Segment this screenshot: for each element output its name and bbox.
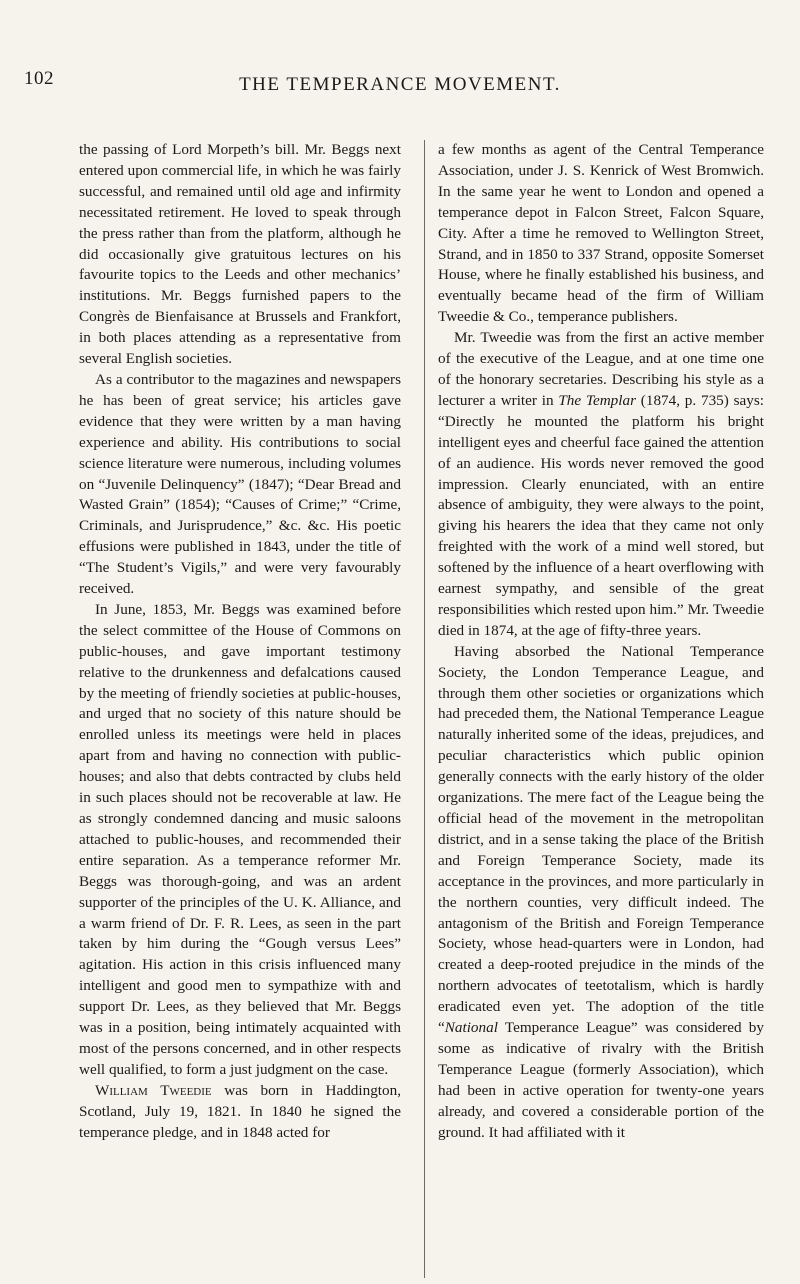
paragraph-text: Having absorbed the National Temperance Society, the London Temperance League, and through them other societies or organizations which had preceded them, the National Temperance League naturally inherited some of the ideas, prejudices, and peculiar characteristics which public opinion generally connects with the early history of the older organizations. The mere fact of the League being the official head of the movement in the metropolitan district, and in a sense taking the place of the British and Foreign Temperance Society, made its acceptance in the provinces, and more particularly in the northern counties, very difficult indeed. The antagonism of the British and Foreign Temperance Society, whose head-quarters were in London, had created a deep-rooted prejudice in the minds of the northern advocates of teetotalism, which is hardly eradicated even yet. The adoption of the title “ bbox=[438, 642, 764, 1037]
publication-title: The Templar bbox=[558, 391, 636, 409]
right-column bbox=[438, 140, 764, 1144]
person-name: William Tweedie bbox=[95, 1081, 212, 1099]
paragraph-text: Temperance League” was considered by some as indicative of rivalry with the British Temperance League (formerly Association), which had been in active operation for twenty-one years already, and covered a considerable portion of the ground. It had affiliated with it bbox=[438, 1019, 764, 1141]
emphasis-text: National bbox=[444, 1019, 498, 1037]
paragraph bbox=[438, 642, 764, 1144]
left-column bbox=[79, 140, 401, 1144]
page-header bbox=[0, 68, 800, 108]
paragraph bbox=[438, 328, 764, 642]
paragraph-text: was born in Haddington, Scotland, July 19, 1821. In 1840 he signed the temperance pledge, and in 1848 acted for bbox=[79, 1081, 401, 1141]
paragraph: the passing of Lord Morpeth’s bill. Mr. Beggs next entered upon commercial life, in which he was fairly successful, and remained until old age and infirmity necessitated retirement. He loved to speak through the press rather than from the platform, although he did occasionally give gratuitous lectures on his favourite topics to the Leeds and other mechanics’ institutions. Mr. Beggs furnished papers to the Congrès de Bienfaisance at Brussels and Frankfort, in both places attending as a representative from several English societies. bbox=[79, 141, 401, 368]
paragraph: In June, 1853, Mr. Beggs was examined before the select committee of the House of Commons on public-houses, and gave important testimony relative to the drunkenness and defalcations caused by the meeting of friendly societies at public-houses, and urged that no society of this nature should be enrolled unless its meetings were held in places apart from and having no connection with public-houses; and also that debts contracted by clubs held in such places should not be recoverable at law. He as strongly condemned dancing and music saloons attached to public-houses, and recommended their entire separation. As a temperance reformer Mr. Beggs was thorough-going, and was an ardent supporter of the principles of the U. K. Alliance, and a warm friend of Dr. F. R. Lees, as seen in the part taken by him during the “Gough versus Lees” agitation. His action in this crisis influenced many intelligent and good men to sympathize with and support Dr. Lees, as they believed that Mr. Beggs was in a position, being intimately acquainted with most of the persons concerned, and in other respects well qualified, to form a just judgment on the case. bbox=[79, 600, 401, 1078]
column-divider bbox=[424, 140, 425, 1278]
page-number: 102 bbox=[24, 68, 54, 89]
paragraph: As a contributor to the magazines and newspapers he has been of great service; his articles gave evidence that they were written by a man having experience and ability. His contributions to social science literature were numerous, including volumes on “Juvenile Delinquency” (1847); “Dear Bread and Wasted Grain” (1854); “Causes of Crime;” “Crime, Criminals, and Jurisprudence,” &c. &c. His poetic effusions were published in 1843, under the title of “The Student’s Vigils,” and were very favourably received. bbox=[79, 370, 401, 598]
paragraph bbox=[79, 1081, 401, 1144]
running-head: THE TEMPERANCE MOVEMENT. bbox=[239, 74, 561, 95]
paragraph-text: Mr. Tweedie was from the first an active member of the executive of the League, and at one time one of the honorary secretaries. Describing his style as a lecturer a writer in bbox=[438, 329, 764, 409]
paragraph-text: (1874, p. 735) says: “Directly he mounted the platform his bright intelligent eyes and cheerful face gained the attention of an audience. His words never removed the good impression. Clearly enunciated, with an entire absence of ambiguity, they were always to the point, giving his hearers the idea that they came not only freighted with the work of a mind well stored, but softened by the influence of a heart overflowing with earnest sympathy, and sensible of the great responsibilities which rested upon him.” Mr. Tweedie died in 1874, at the age of fifty-three years. bbox=[438, 391, 764, 639]
paragraph: a few months as agent of the Central Temperance Association, under J. S. Kenrick of West Bromwich. In the same year he went to London and opened a temperance depot in Falcon Street, Falcon Square, City. After a time he removed to Wellington Street, Strand, and in 1850 to 337 Strand, opposite Somerset House, where he finally established his business, and eventually became head of the firm of William Tweedie & Co., temperance publishers. bbox=[438, 141, 764, 326]
